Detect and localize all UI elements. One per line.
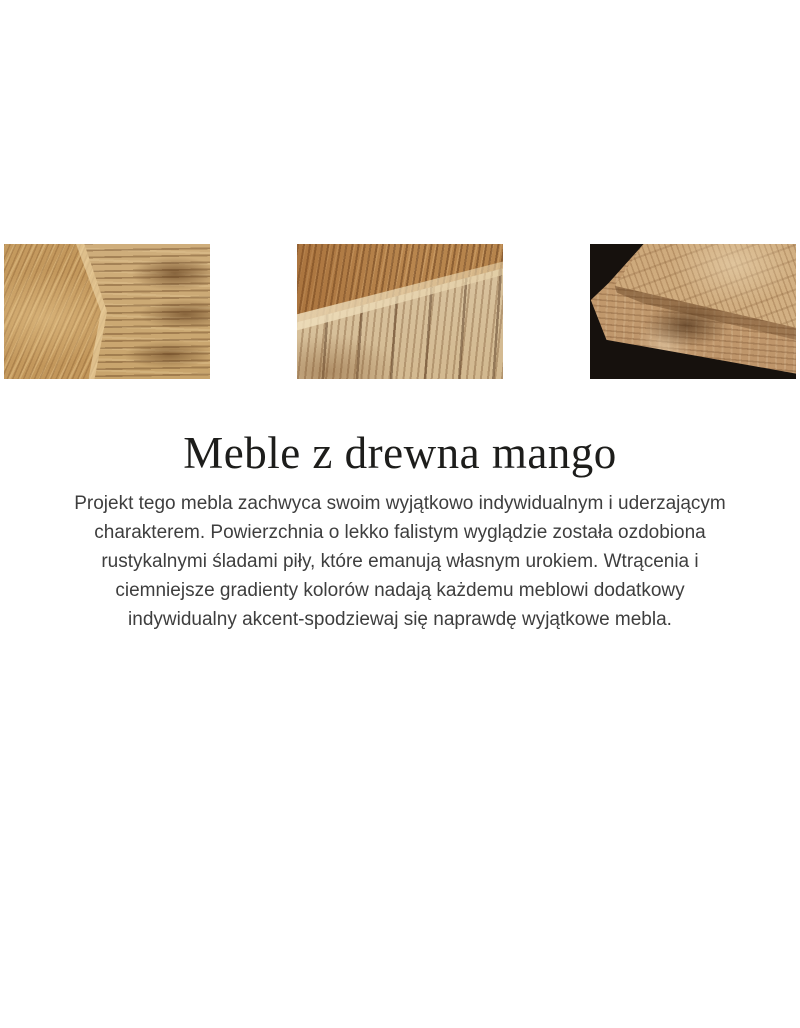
page-title: Meble z drewna mango — [183, 428, 617, 478]
wood-photo-1 — [4, 244, 210, 379]
paragraph-line: Projekt tego mebla zachwyca swoim wyjątkowo indywidualnym i uderzającym — [74, 493, 726, 514]
wood-photo-2 — [297, 244, 503, 379]
paragraph-line: indywidualny akcent-spodziewaj się naprawdę wyjątkowe mebla. — [128, 609, 672, 630]
paragraph-line: rustykalnymi śladami piły, które emanują własnym urokiem. Wtrącenia i — [101, 551, 699, 572]
product-description-section — [0, 228, 800, 634]
wood-photo-3 — [590, 244, 796, 379]
wood-photo-gallery — [0, 228, 800, 395]
paragraph-line: ciemniejsze gradienty kolorów nadają każdemu meblowi dodatkowy — [115, 580, 685, 601]
paragraph-line: charakterem. Powierzchnia o lekko falistym wyglądzie została ozdobiona — [94, 522, 706, 543]
description-text — [0, 489, 800, 634]
